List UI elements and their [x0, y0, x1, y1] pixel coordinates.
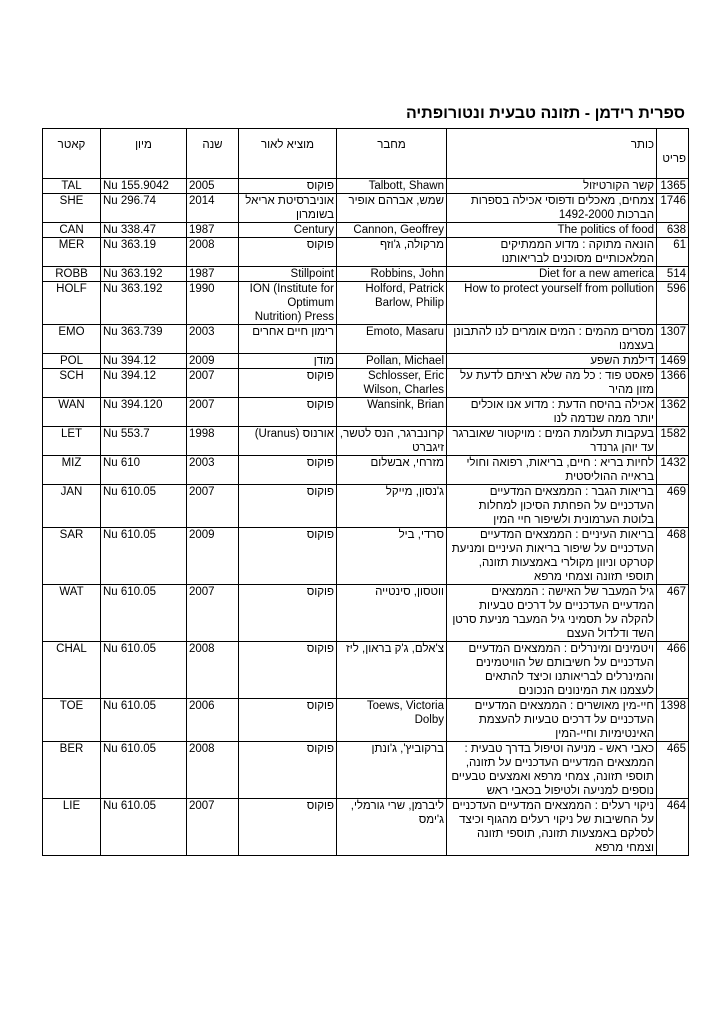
cell-title: בעקבות תעלומת המים : מויקטור שאוברגר עד יוהן גרנדר [447, 427, 657, 456]
cell-title: לחיות בריא : חיים, בריאות, רפואה וחולי בראייה ההוליסטית [447, 456, 657, 485]
cell-item: 1366 [657, 369, 689, 398]
cell-shelf: POL [43, 354, 101, 369]
cell-classification: Nu 610.05 [101, 485, 187, 528]
cell-year: 2007 [187, 398, 239, 427]
table-row [43, 398, 689, 427]
cell-item: 466 [657, 642, 689, 699]
table-row [43, 179, 689, 194]
cell-year: 2008 [187, 742, 239, 799]
cell-item: 468 [657, 528, 689, 585]
cell-year: 2014 [187, 194, 239, 223]
cell-item: 467 [657, 585, 689, 642]
table-row [43, 585, 689, 642]
cell-shelf: LET [43, 427, 101, 456]
table-row [43, 238, 689, 267]
cell-title: פאסט פוד : כל מה שלא רציתם לדעת על מזון מהיר [447, 369, 657, 398]
cell-author: Holford, Patrick Barlow, Philip [337, 282, 447, 325]
header-year: שנה [187, 129, 239, 179]
cell-item: 1398 [657, 699, 689, 742]
cell-title: צמחים, מאכלים ודפוסי אכילה בספרות הברכות 1492-2000 [447, 194, 657, 223]
table-row [43, 354, 689, 369]
cell-publisher: Stillpoint [239, 267, 337, 282]
cell-author: סרדי, ביל [337, 528, 447, 585]
cell-author: Robbins, John [337, 267, 447, 282]
cell-year: 2009 [187, 354, 239, 369]
cell-author: מזרחי, אבשלום [337, 456, 447, 485]
cell-title: גיל המעבר של האישה : הממצאים המדעיים העדכניים על דרכים טבעיות להקלה על תסמיני גיל המעבר מניעת סרטן השד ודלדול העצם [447, 585, 657, 642]
cell-year: 2007 [187, 585, 239, 642]
table-row [43, 427, 689, 456]
cell-publisher: מודן [239, 354, 337, 369]
cell-publisher: פוקוס [239, 485, 337, 528]
header-classification: מיון [101, 129, 187, 179]
cell-title: Diet for a new america [447, 267, 657, 282]
cell-year: 2007 [187, 799, 239, 856]
cell-publisher: Century [239, 223, 337, 238]
cell-shelf: JAN [43, 485, 101, 528]
cell-year: 1987 [187, 223, 239, 238]
cell-item: 1582 [657, 427, 689, 456]
cell-classification: Nu 363.192 [101, 267, 187, 282]
cell-author: Talbott, Shawn [337, 179, 447, 194]
cell-title: כאבי ראש - מניעה וטיפול בדרך טבעית : הממצאים המדעיים העדכניים על תזונה, תוספי תזונה, צמחי מרפא ואמצעים טבעיים נוספים למניעה ולטיפול בכאבי ראש [447, 742, 657, 799]
table-row [43, 699, 689, 742]
cell-item: 469 [657, 485, 689, 528]
header-publisher: מוציא לאור [239, 129, 337, 179]
cell-author: ברקוביץ', ג'ונתן [337, 742, 447, 799]
cell-publisher: אוניברסיטת אריאל בשומרון [239, 194, 337, 223]
cell-item: 1746 [657, 194, 689, 223]
header-item: פריט [657, 129, 689, 179]
cell-publisher: פוקוס [239, 742, 337, 799]
cell-title: דילמת השפע [447, 354, 657, 369]
catalog-table [42, 128, 689, 856]
cell-shelf: SAR [43, 528, 101, 585]
cell-author: Cannon, Geoffrey [337, 223, 447, 238]
cell-author: שמש, אברהם אופיר [337, 194, 447, 223]
cell-title: ניקוי רעלים : הממצאים המדעיים העדכניים על החשיבות של ניקוי רעלים מהגוף וכיצד לסלקם באמצעות תזונה, תוספי תזונה וצמחי מרפא [447, 799, 657, 856]
cell-year: 1998 [187, 427, 239, 456]
table-row [43, 369, 689, 398]
cell-item: 638 [657, 223, 689, 238]
cell-year: 2006 [187, 699, 239, 742]
cell-title: אכילה בהיסח הדעת : מדוע אנו אוכלים יותר ממה שנדמה לנו [447, 398, 657, 427]
cell-author: קרונברגר, הנס לטשר, זיגברט [337, 427, 447, 456]
cell-classification: Nu 155.9042 [101, 179, 187, 194]
cell-shelf: BER [43, 742, 101, 799]
cell-publisher: אורנוס (Uranus) [239, 427, 337, 456]
cell-classification: Nu 394.120 [101, 398, 187, 427]
table-row [43, 799, 689, 856]
cell-author: מרקולה, ג'וזף [337, 238, 447, 267]
table-row [43, 528, 689, 585]
cell-item: 596 [657, 282, 689, 325]
cell-author: צ'אלם, ג'ק בראון, ליז [337, 642, 447, 699]
table-row [43, 742, 689, 799]
table-row [43, 267, 689, 282]
cell-classification: Nu 338.47 [101, 223, 187, 238]
cell-publisher: פוקוס [239, 456, 337, 485]
page-title: ספרית רידמן - תזונה טבעית ונטורופתיה [405, 105, 685, 122]
cell-publisher: פוקוס [239, 699, 337, 742]
cell-title: חיי-מין מאושרים : הממצאים המדעיים העדכניים על דרכים טבעיות להעצמת האינטימיות וחיי-המין [447, 699, 657, 742]
cell-shelf: WAN [43, 398, 101, 427]
cell-classification: Nu 610.05 [101, 585, 187, 642]
cell-title: How to protect yourself from pollution [447, 282, 657, 325]
cell-classification: Nu 610.05 [101, 642, 187, 699]
cell-item: 465 [657, 742, 689, 799]
cell-title: בריאות הגבר : הממצאים המדעיים העדכניים על הפחתת הסיכון למחלות בלוטת הערמונית ולשיפור חיי המין [447, 485, 657, 528]
cell-shelf: MIZ [43, 456, 101, 485]
cell-year: 2008 [187, 642, 239, 699]
table-row [43, 485, 689, 528]
cell-publisher: פוקוס [239, 799, 337, 856]
cell-author: ליברמן, שרי גורמלי, ג'ימס [337, 799, 447, 856]
cell-publisher: פוקוס [239, 398, 337, 427]
cell-classification: Nu 610.05 [101, 742, 187, 799]
cell-year: 2003 [187, 456, 239, 485]
cell-year: 2003 [187, 325, 239, 354]
cell-shelf: TAL [43, 179, 101, 194]
header-author: מחבר [337, 129, 447, 179]
cell-year: 2009 [187, 528, 239, 585]
cell-year: 2007 [187, 369, 239, 398]
cell-year: 1990 [187, 282, 239, 325]
cell-item: 1362 [657, 398, 689, 427]
header-title: כותר [447, 129, 657, 179]
cell-author: ג'נסון, מייקל [337, 485, 447, 528]
cell-classification: Nu 363.192 [101, 282, 187, 325]
cell-classification: Nu 394.12 [101, 354, 187, 369]
cell-publisher: רימון חיים אחרים [239, 325, 337, 354]
cell-author: Schlosser, Eric Wilson, Charles [337, 369, 447, 398]
cell-year: 2007 [187, 485, 239, 528]
cell-title: ויטמינים ומינרלים : הממצאים המדעיים העדכניים על חשיבותם של הוויטמינים והמינרלים לבריאותנו וכיצד להתאים לעצמנו את המינונים הנכונים [447, 642, 657, 699]
cell-item: 1432 [657, 456, 689, 485]
cell-item: 61 [657, 238, 689, 267]
table-row [43, 223, 689, 238]
cell-publisher: ION (Institute for Optimum Nutrition) Press [239, 282, 337, 325]
table-row [43, 456, 689, 485]
table-row [43, 282, 689, 325]
cell-shelf: HOLF [43, 282, 101, 325]
table-row [43, 642, 689, 699]
cell-classification: Nu 610.05 [101, 528, 187, 585]
cell-publisher: פוקוס [239, 238, 337, 267]
table-header-row [43, 129, 689, 179]
cell-year: 2008 [187, 238, 239, 267]
cell-author: ווטסון, סינטייה [337, 585, 447, 642]
cell-shelf: CAN [43, 223, 101, 238]
cell-title: קשר הקורטיזול [447, 179, 657, 194]
cell-item: 514 [657, 267, 689, 282]
cell-title: בריאות העיניים : הממצאים המדעיים העדכניים על שיפור בריאות העיניים ומניעת קטרקט וניוון מקולרי באמצעות תזונה, תוספי תזונה וצמחי מרפא [447, 528, 657, 585]
cell-year: 1987 [187, 267, 239, 282]
cell-publisher: פוקוס [239, 179, 337, 194]
cell-year: 2005 [187, 179, 239, 194]
cell-classification: Nu 363.739 [101, 325, 187, 354]
cell-author: Pollan, Michael [337, 354, 447, 369]
cell-shelf: TOE [43, 699, 101, 742]
cell-classification: Nu 610.05 [101, 699, 187, 742]
cell-shelf: EMO [43, 325, 101, 354]
cell-classification: Nu 363.19 [101, 238, 187, 267]
cell-publisher: פוקוס [239, 528, 337, 585]
header-shelf: קאטר [43, 129, 101, 179]
cell-classification: Nu 553.7 [101, 427, 187, 456]
cell-item: 1365 [657, 179, 689, 194]
cell-shelf: SHE [43, 194, 101, 223]
cell-shelf: MER [43, 238, 101, 267]
cell-title: The politics of food [447, 223, 657, 238]
cell-title: מסרים מהמים : המים אומרים לנו להתבונן בעצמנו [447, 325, 657, 354]
cell-author: Emoto, Masaru [337, 325, 447, 354]
cell-publisher: פוקוס [239, 585, 337, 642]
cell-shelf: LIE [43, 799, 101, 856]
cell-classification: Nu 394.12 [101, 369, 187, 398]
cell-author: Toews, Victoria Dolby [337, 699, 447, 742]
cell-publisher: פוקוס [239, 642, 337, 699]
cell-classification: Nu 610.05 [101, 799, 187, 856]
cell-shelf: WAT [43, 585, 101, 642]
table-row [43, 325, 689, 354]
cell-publisher: פוקוס [239, 369, 337, 398]
cell-shelf: SCH [43, 369, 101, 398]
cell-item: 1307 [657, 325, 689, 354]
cell-classification: Nu 296.74 [101, 194, 187, 223]
cell-title: הונאה מתוקה : מדוע הממתיקים המלאכותיים מסוכנים לבריאותנו [447, 238, 657, 267]
cell-shelf: CHAL [43, 642, 101, 699]
cell-item: 1469 [657, 354, 689, 369]
table-row [43, 194, 689, 223]
cell-author: Wansink, Brian [337, 398, 447, 427]
cell-item: 464 [657, 799, 689, 856]
cell-classification: Nu 610 [101, 456, 187, 485]
cell-shelf: ROBB [43, 267, 101, 282]
